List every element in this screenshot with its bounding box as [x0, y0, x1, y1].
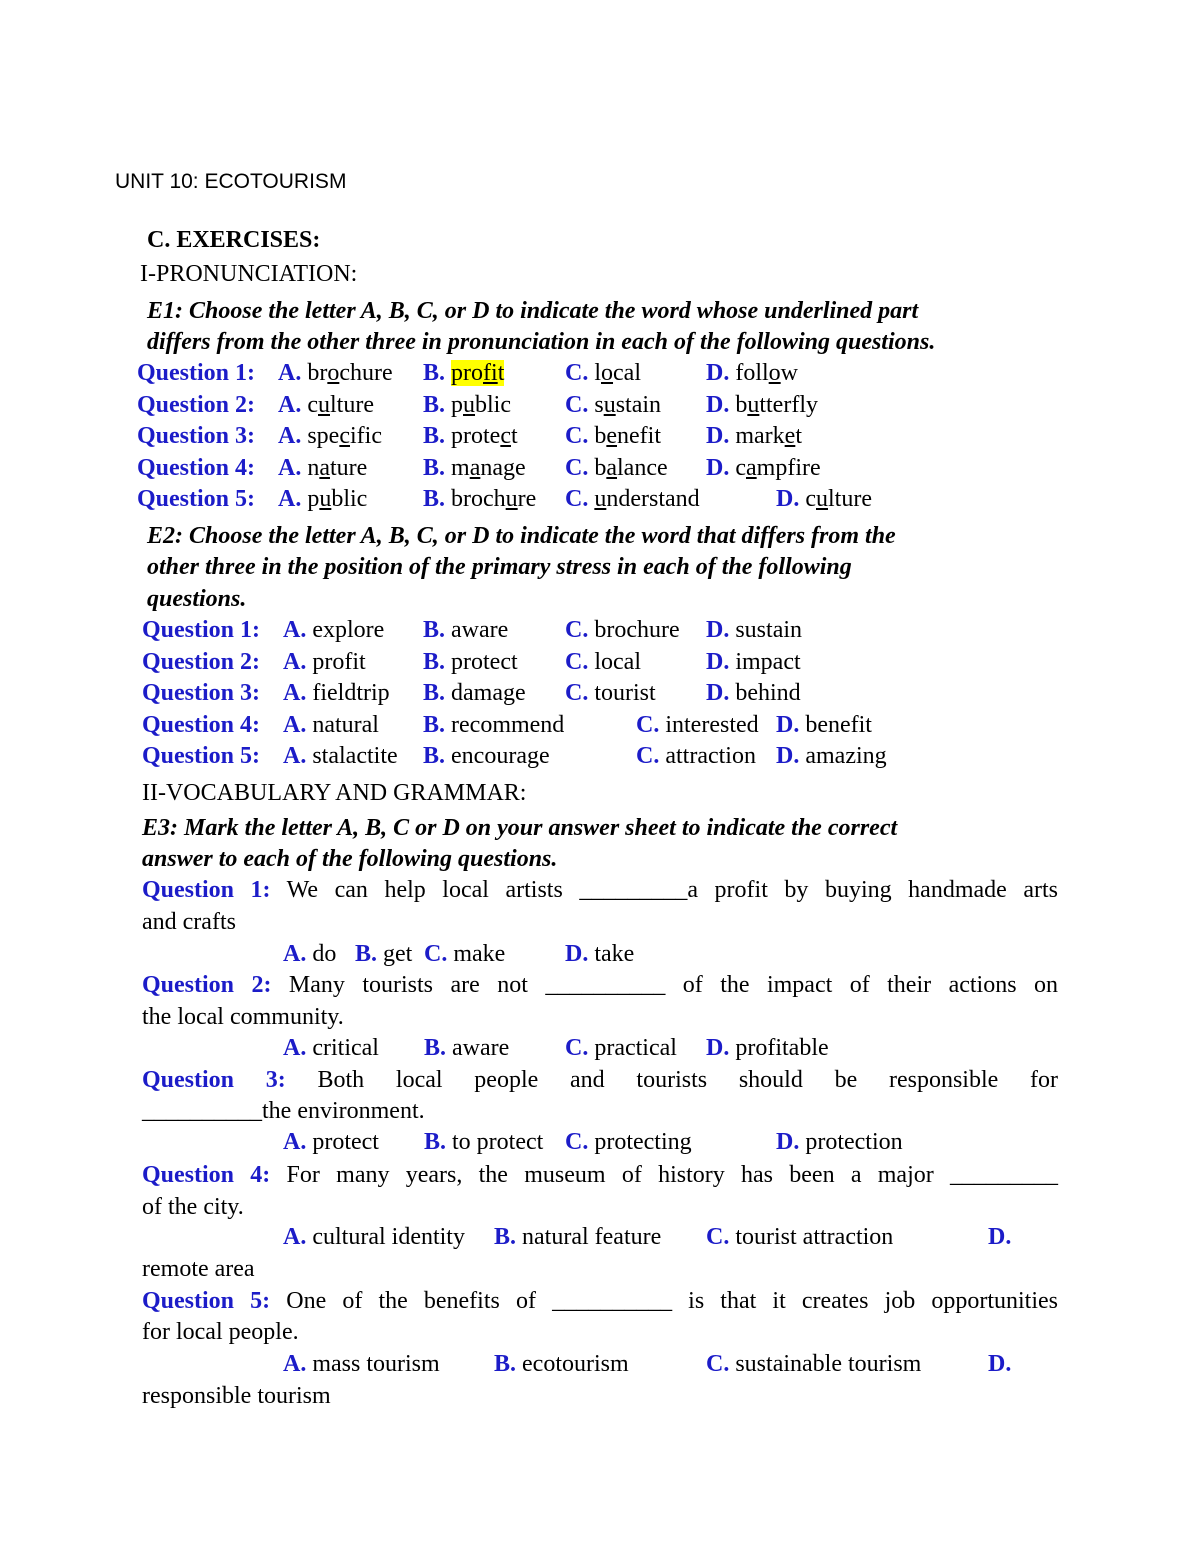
underlined-part: u [505, 486, 518, 512]
option-letter: B. [423, 454, 446, 481]
e2-q5-option-c [636, 741, 756, 771]
e3-q3-option-a: A. protect [283, 1129, 379, 1155]
e3-q1-option-b: B. get [355, 941, 413, 967]
e3-q3-option-d: D. protection [776, 1129, 903, 1155]
option-letter: C. [565, 617, 589, 643]
option-letter: C. [565, 360, 589, 386]
e2-q3-option-a [283, 678, 390, 708]
question-label: Question 3: [142, 1067, 286, 1093]
option-letter: C. [565, 486, 589, 512]
option-letter: A. [283, 648, 307, 675]
option-word: sustain [735, 617, 803, 643]
e1-instruction-line-2: differs from the other three in pronunciation in each of the following questions. [147, 329, 936, 355]
e3-q1-stem-cont: and crafts [142, 909, 236, 935]
underlined-part: c [500, 423, 511, 449]
option-word: culture [805, 486, 872, 512]
option-letter: D. [706, 648, 730, 675]
e1-q5-option-b [423, 484, 536, 514]
option-word: protect [451, 423, 518, 449]
e3-q4-stem-cont: of the city. [142, 1194, 244, 1220]
e1-q5-option-a [278, 484, 367, 514]
option-letter: B. [423, 743, 446, 769]
e3-q5-stem-cont: for local people. [142, 1319, 299, 1345]
option-letter: A. [278, 454, 302, 481]
e2-q3-option-c [565, 678, 656, 708]
unit-title: UNIT 10: ECOTOURISM [115, 170, 347, 193]
e2-q2-option-c [565, 647, 641, 677]
option-word: stalactite [312, 743, 398, 769]
option-word: tourist [594, 680, 656, 706]
underlined-part: u [318, 391, 330, 418]
option-word: understand [594, 486, 700, 512]
option-letter: D. [706, 454, 730, 481]
underlined-part: u [463, 391, 476, 418]
option-word: aware [451, 617, 509, 643]
question-label: Question 1: [142, 877, 271, 903]
e3-q2-option-b: B. aware [424, 1035, 510, 1061]
option-letter: A. [278, 486, 302, 512]
option-word: fieldtrip [312, 680, 390, 706]
option-letter: A. [278, 391, 302, 418]
option-letter: C. [565, 648, 589, 675]
e3-q1-option-d: D. take [565, 941, 635, 967]
e3-q4-option-d-letter: D. [988, 1224, 1012, 1250]
e3-q5-option-c: C. sustainable tourism [706, 1351, 922, 1377]
e1-q1-option-c [565, 358, 641, 388]
section-exercises-heading: C. EXERCISES: [147, 227, 321, 253]
option-word: manage [451, 454, 526, 481]
e3-q1-option-c: C. make [424, 941, 506, 967]
e1-q2-option-b [423, 390, 511, 420]
underlined-part: e [784, 423, 796, 449]
option-word: local [594, 360, 641, 386]
option-word: public [451, 391, 512, 418]
option-word: follow [735, 360, 799, 386]
option-letter: C. [565, 423, 589, 449]
question-label: Question 1: [142, 617, 261, 643]
option-word: brochure [451, 486, 537, 512]
e2-q4-option-c [636, 710, 759, 740]
option-letter: A. [278, 360, 302, 386]
e1-instruction-line-1: E1: Choose the letter A, B, C, or D to indicate the word whose underlined part [147, 298, 919, 324]
option-word: benefit [594, 423, 661, 449]
question-label: Question 2: [137, 391, 256, 418]
question-text: For many years, the museum of history has been a major _________ [286, 1162, 1058, 1188]
question-label: Question 3: [137, 423, 256, 449]
e2-q5-option-b [423, 741, 550, 771]
e1-q3-option-d [706, 421, 802, 451]
e3-q4-option-d-text: remote area [142, 1256, 255, 1282]
question-label: Question 4: [137, 454, 256, 481]
e2-q2-option-d [706, 647, 801, 677]
option-word: profit [312, 648, 366, 675]
e3-q4-stem [142, 1160, 1058, 1190]
underlined-part: e [606, 423, 617, 449]
question-text: Many tourists are not __________ of the impact of their actions on [288, 972, 1058, 998]
option-letter: C. [565, 454, 589, 481]
e3-q2-stem [142, 970, 1058, 1000]
e3-q4-option-b: B. natural feature [494, 1224, 662, 1250]
option-letter: D. [706, 391, 730, 418]
section-pronunciation-heading: I-PRONUNCIATION: [140, 261, 358, 287]
underlined-part: a [606, 454, 617, 481]
e3-q3-option-b: B. to protect [424, 1129, 544, 1155]
question-text: Both local people and tourists should be responsible for [317, 1067, 1058, 1093]
e2-q4-option-b [423, 710, 564, 740]
e1-q1-option-d [706, 358, 798, 388]
e3-q2-option-d: D. profitable [706, 1035, 829, 1061]
e2-q1-option-b [423, 615, 508, 645]
option-letter: B. [423, 680, 446, 706]
e3-q1-stem [142, 875, 1058, 905]
option-word: explore [312, 617, 385, 643]
question-text: We can help local artists _________a profit by buying handmade arts [286, 877, 1058, 903]
option-word: benefit [805, 711, 872, 738]
e2-q2-option-a [283, 647, 366, 677]
option-letter: C. [636, 743, 660, 769]
e1-q1-option-b [423, 358, 504, 388]
e2-q1-option-c [565, 615, 680, 645]
option-letter: C. [565, 391, 589, 418]
option-word: nature [307, 454, 368, 481]
option-word: market [735, 423, 802, 449]
option-word: sustain [594, 391, 662, 418]
e3-q2-stem-cont: the local community. [142, 1004, 344, 1030]
option-word: interested [665, 711, 759, 738]
e3-q2-option-c: C. practical [565, 1035, 677, 1061]
option-letter: D. [706, 360, 730, 386]
option-word: encourage [451, 743, 550, 769]
option-letter: A. [278, 423, 302, 449]
underlined-part: u [603, 391, 616, 418]
e3-q4-option-a: A. cultural identity [283, 1224, 465, 1250]
option-letter: B. [423, 391, 446, 418]
option-letter: B. [423, 360, 446, 386]
question-label: Question 5: [142, 743, 261, 769]
option-letter: D. [706, 680, 730, 706]
e3-q1-option-a: A. do [283, 941, 337, 967]
e1-q5-option-d [776, 484, 872, 514]
option-word: balance [594, 454, 668, 481]
option-word: culture [307, 391, 374, 418]
e3-q3-stem-cont: __________the environment. [142, 1098, 425, 1124]
option-letter: B. [423, 711, 446, 738]
underlined-part: o [768, 360, 781, 386]
option-word: natural [312, 711, 379, 738]
option-letter: C. [636, 711, 660, 738]
option-word: amazing [805, 743, 887, 769]
option-letter: D. [706, 423, 730, 449]
e1-q4-option-a [278, 453, 367, 483]
e3-q3-option-c: C. protecting [565, 1129, 692, 1155]
e2-q3-option-b [423, 678, 526, 708]
question-label: Question 4: [142, 711, 261, 738]
e2-q5-option-d [776, 741, 887, 771]
e3-q4-option-c: C. tourist attraction [706, 1224, 894, 1250]
option-word: recommend [451, 711, 565, 738]
option-word: local [594, 648, 641, 675]
question-label: Question 2: [142, 648, 261, 675]
e2-q2-option-b [423, 647, 518, 677]
underlined-part: a [319, 454, 330, 481]
underlined-part: u [319, 486, 332, 512]
option-letter: A. [283, 617, 307, 643]
e2-q4-option-a [283, 710, 379, 740]
e3-instruction-line-2: answer to each of the following questions. [142, 846, 558, 872]
e2-q1-option-a [283, 615, 384, 645]
section-vocabulary-heading: II-VOCABULARY AND GRAMMAR: [142, 780, 527, 806]
option-word: profit [451, 360, 505, 386]
e1-q4-option-d [706, 453, 821, 483]
e1-q4-option-c [565, 453, 668, 483]
e1-q2-option-c [565, 390, 661, 420]
option-letter: D. [776, 711, 800, 738]
option-word: impact [735, 648, 801, 675]
option-letter: D. [776, 743, 800, 769]
e2-instruction-line-3: questions. [147, 586, 247, 612]
option-letter: A. [283, 711, 307, 738]
question-label: Question 3: [142, 680, 261, 706]
option-letter: C. [565, 680, 589, 706]
underlined-part: u [816, 486, 828, 512]
underlined-part: u [594, 486, 607, 512]
e1-q2-option-a [278, 390, 374, 420]
question-label: Question 2: [142, 972, 272, 998]
e2-instruction-line-1: E2: Choose the letter A, B, C, or D to indicate the word that differs from the [147, 523, 896, 549]
option-word: attraction [665, 743, 756, 769]
option-letter: A. [283, 680, 307, 706]
option-letter: D. [776, 486, 800, 512]
option-word: butterfly [735, 391, 818, 418]
e1-q2-option-d [706, 390, 818, 420]
underlined-part: o [327, 360, 340, 386]
e1-q3-option-c [565, 421, 661, 451]
e3-q5-option-a: A. mass tourism [283, 1351, 440, 1377]
option-word: damage [451, 680, 526, 706]
e3-q2-option-a: A. critical [283, 1035, 379, 1061]
question-label: Question 1: [137, 360, 256, 386]
e1-q5-option-c [565, 484, 700, 514]
e2-instruction-line-2: other three in the position of the primary stress in each of the following [147, 554, 852, 580]
option-word: campfire [735, 454, 821, 481]
underlined-part: u [747, 391, 760, 418]
e1-q1-option-a [278, 358, 393, 388]
e3-q3-stem [142, 1065, 1058, 1095]
option-word: public [307, 486, 368, 512]
option-letter: D. [706, 617, 730, 643]
e3-q5-option-d-letter: D. [988, 1351, 1012, 1377]
option-letter: B. [423, 648, 446, 675]
e1-q3-option-a [278, 421, 382, 451]
e3-q5-stem [142, 1286, 1058, 1316]
underlined-part: a [469, 454, 481, 481]
question-text: One of the benefits of __________ is that it creates job opportunities [286, 1288, 1059, 1314]
underlined-part: o [601, 360, 614, 386]
option-word: brochure [307, 360, 393, 386]
e1-q4-option-b [423, 453, 526, 483]
e1-q3-option-b [423, 421, 518, 451]
underlined-part: c [339, 423, 350, 449]
option-word: behind [735, 680, 801, 706]
e2-q1-option-d [706, 615, 802, 645]
option-letter: A. [283, 743, 307, 769]
option-letter: B. [423, 617, 446, 643]
option-word: specific [307, 423, 382, 449]
e2-q5-option-a [283, 741, 398, 771]
option-letter: B. [423, 486, 446, 512]
option-letter: B. [423, 423, 446, 449]
underlined-part: a [746, 454, 757, 481]
underlined-part: fi [483, 360, 498, 386]
e2-q4-option-d [776, 710, 872, 740]
question-label: Question 5: [137, 486, 256, 512]
e3-q5-option-d-text: responsible tourism [142, 1383, 331, 1409]
e2-q3-option-d [706, 678, 801, 708]
e3-q5-option-b: B. ecotourism [494, 1351, 629, 1377]
question-label: Question 4: [142, 1162, 271, 1188]
option-word: protect [451, 648, 518, 675]
e3-instruction-line-1: E3: Mark the letter A, B, C or D on your answer sheet to indicate the correct [142, 815, 898, 841]
question-label: Question 5: [142, 1288, 271, 1314]
option-word: brochure [594, 617, 680, 643]
